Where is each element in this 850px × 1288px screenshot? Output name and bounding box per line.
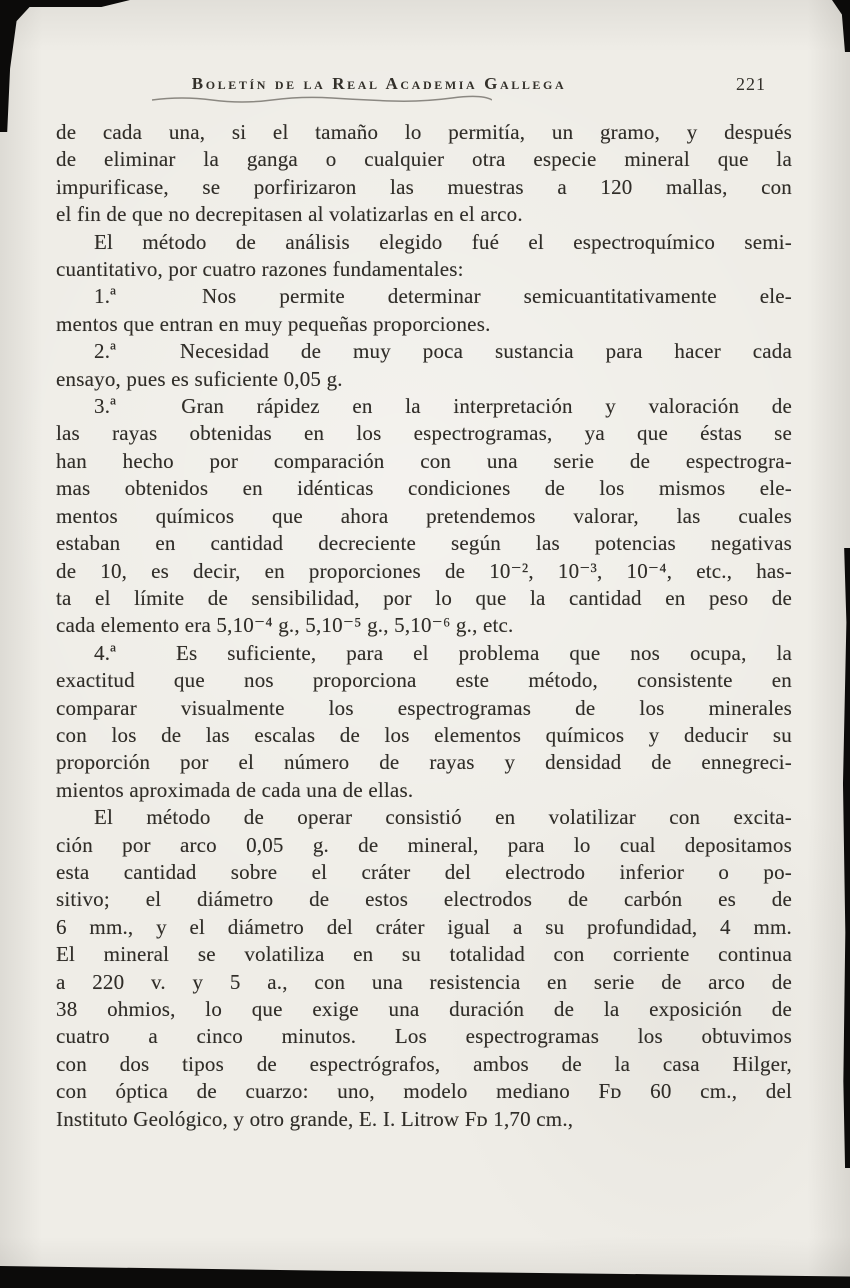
paragraph	[56, 283, 792, 338]
paragraph	[56, 338, 792, 393]
text-line: sitivo; el diámetro de estos electrodos de carbón es de	[56, 887, 792, 912]
paragraph	[56, 119, 792, 229]
text-line: impurificase, se porfirizaron las muestras a 120 mallas, con	[56, 174, 792, 199]
text-line: cuantitativo, por cuatro razones fundamentales:	[56, 257, 464, 282]
scan-artifact-bottom-edge	[0, 1266, 850, 1288]
paragraph	[56, 804, 792, 1133]
text-line: El método de análisis elegido fué el espectroquímico semi-	[94, 229, 792, 254]
text-line: 1.ª Nos permite determinar semicuantitativamente ele-	[94, 284, 792, 309]
text-line: 4.ª Es suficiente, para el problema que nos ocupa, la	[94, 640, 792, 665]
scan-artifact-top-left	[0, 0, 36, 132]
page-number: 221	[736, 74, 766, 94]
text-line: cada elemento era 5,10⁻⁴ g., 5,10⁻⁵ g., 5,10⁻⁶ g., etc.	[56, 613, 514, 638]
text-line: El mineral se volatiliza en su totalidad con corriente continua	[56, 942, 792, 967]
text-line: mentos químicos que ahora pretendemos valorar, las cuales	[56, 503, 792, 528]
text-line: cuatro a cinco minutos. Los espectrogramas los obtuvimos	[56, 1024, 792, 1049]
text-line: estaban en cantidad decreciente según las potencias negativas	[56, 531, 792, 556]
text-line: con los de las escalas de los elementos químicos y deducir su	[56, 722, 792, 747]
scan-artifact-top-right	[832, 0, 850, 52]
text-line: a 220 v. y 5 a., con una resistencia en serie de arco de	[56, 969, 792, 994]
text-line: mas obtenidos en idénticas condiciones de los mismos ele-	[56, 476, 792, 501]
scan-underline-mark	[152, 94, 492, 104]
text-line: de eliminar la ganga o cualquier otra especie mineral que la	[56, 147, 792, 172]
text-line: ta el límite de sensibilidad, por lo que la cantidad en peso de	[56, 585, 792, 610]
text-line: proporción por el número de rayas y densidad de ennegreci-	[56, 750, 792, 775]
paragraph	[56, 640, 792, 804]
text-line: 2.ª Necesidad de muy poca sustancia para hacer cada	[94, 339, 792, 364]
text-line: El método de operar consistió en volatilizar con excita-	[94, 805, 792, 830]
text-line: ensayo, pues es suficiente 0,05 g.	[56, 366, 343, 391]
text-line: esta cantidad sobre el cráter del electrodo inferior o po-	[56, 859, 792, 884]
text-line: el fin de que no decrepitasen al volatizarlas en el arco.	[56, 202, 523, 227]
text-line: las rayas obtenidas en los espectrogramas, ya que éstas se	[56, 421, 792, 446]
text-line: ción por arco 0,05 g. de mineral, para lo cual depositamos	[56, 832, 792, 857]
text-line: exactitud que nos proporciona este método, consistente en	[56, 668, 792, 693]
page-header	[56, 74, 792, 102]
text-line: 6 mm., y el diámetro del cráter igual a su profundidad, 4 mm.	[56, 914, 792, 939]
text-line: con óptica de cuarzo: uno, modelo mediano Fᴅ 60 cm., del	[56, 1079, 792, 1104]
text-line: mientos aproximada de cada una de ellas.	[56, 777, 414, 802]
text-line: 3.ª Gran rápidez en la interpretación y valoración de	[94, 394, 792, 419]
scan-artifact-right-edge	[841, 548, 850, 1168]
paragraph	[56, 393, 792, 640]
text-line: de 10, es decir, en proporciones de 10⁻², 10⁻³, 10⁻⁴, etc., has-	[56, 558, 792, 583]
paragraph	[56, 229, 792, 284]
journal-title: Boletín de la Real Academia Gallega	[191, 74, 567, 93]
text-line: de cada una, si el tamaño lo permitía, un gramo, y después	[56, 120, 792, 144]
text-line: con dos tipos de espectrógrafos, ambos de la casa Hilger,	[56, 1051, 792, 1076]
text-line: mentos que entran en muy pequeñas proporciones.	[56, 311, 491, 336]
text-line: Instituto Geológico, y otro grande, E. I. Litrow Fᴅ 1,70 cm.,	[56, 1106, 574, 1131]
text-line: comparar visualmente los espectrogramas de los minerales	[56, 695, 792, 720]
scan-artifact-top-edge	[0, 0, 130, 7]
page-body	[56, 119, 792, 1133]
text-line: han hecho por comparación con una serie de espectrogra-	[56, 448, 792, 473]
text-line: 38 ohmios, lo que exige una duración de la exposición de	[56, 997, 792, 1021]
